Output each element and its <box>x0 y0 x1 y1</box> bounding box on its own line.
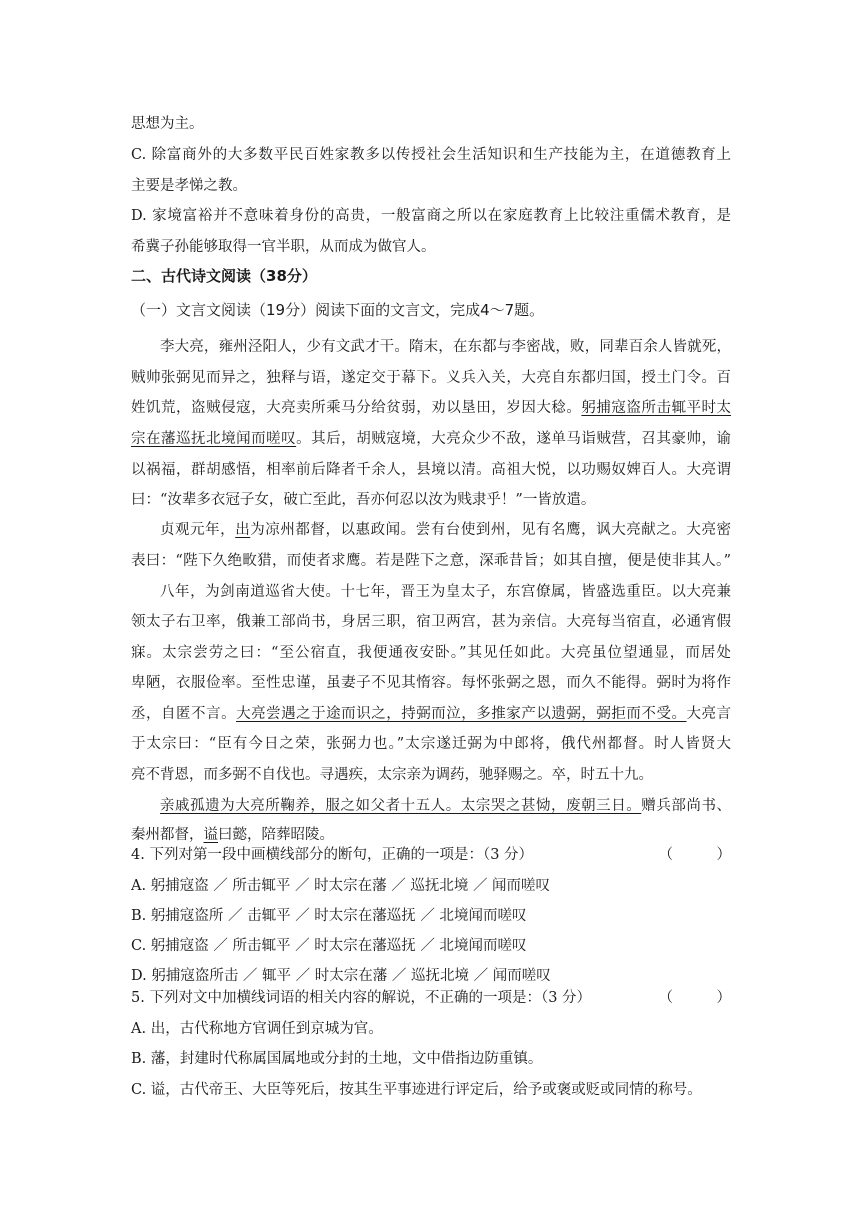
passage-line <box>131 704 731 724</box>
passage-text: 丞，自匿不言。 <box>131 706 237 722</box>
subsection-title: （一）文言文阅读（19分）阅读下面的文言文，完成4～7题。 <box>131 301 545 319</box>
passage-text: 姓饥荒，盗贼侵寇，大亮卖所乘马分给贫弱，劝以垦田，岁因大稔。 <box>131 400 582 416</box>
passage-text: 秦州都督， <box>131 827 204 843</box>
underlined-phrase: 宗在藩巡抚北境闻而嗟叹 <box>131 431 297 447</box>
intro-option-c: C. 除富商外的大多数平民百姓家教多以传授社会生活知识和生产技能为主，在道德教育上 <box>131 147 731 163</box>
underlined-phrase: 亲戚孤遗为大亮所鞠养，服之如父者十五人。太宗哭之甚恸，废朝三日。 <box>160 798 642 814</box>
question-5-stem <box>131 988 731 1008</box>
passage-line <box>160 796 731 816</box>
passage-line: 于太宗曰：“臣有今日之荣，张弼力也。”太宗遂迁弼为中郎将，俄代州都督。时人皆贤大 <box>131 736 731 752</box>
passage-line <box>131 825 731 845</box>
question-5-option-c: C. 谥，古代帝王、大臣等死后，按其生平事迹进行评定后，给予或褒或贬或同情的称号。 <box>131 1082 702 1098</box>
question-4-option-d: D. 躬捕寇盗所击 ／ 辄平 ／ 时太宗在藩 ／ 巡抚北境 ／ 闻而嗟叹 <box>131 968 551 984</box>
intro-line: 思想为主。 <box>131 116 204 132</box>
marked-word: 出 <box>235 522 251 538</box>
question-text: 5. 下列对文中加横线词语的相关内容的解说，不正确的一项是：（3 分） <box>131 990 592 1006</box>
passage-line: 贼帅张弼见而异之，独释与语，遂定交于幕下。义兵入关，大亮自东都归国，授土门令。百 <box>131 370 731 386</box>
passage-line: 寐。太宗尝劳之曰：“至公宿直，我便通夜安卧。”其见任如此。大亮虽位望通显，而居处 <box>131 645 731 661</box>
question-4-option-c: C. 躬捕寇盗 ／ 所击辄平 ／ 时太宗在藩巡抚 ／ 北境闻而嗟叹 <box>131 938 527 954</box>
passage-line: 以祸福，群胡感悟，相率前后降者千余人，县境以清。高祖大悦，以功赐奴婢百人。大亮谓 <box>131 462 731 478</box>
underlined-phrase: 大亮尝遇之于途而识之，持弼而泣，多推家产以遗弼，弼拒而不受。 <box>236 706 687 722</box>
underlined-phrase: 躬捕寇盗所击辄平时太 <box>581 400 732 416</box>
intro-option-d: D. 家境富裕并不意味着身份的高贵，一般富商之所以在家庭教育上比较注重儒术教育，是 <box>131 208 731 224</box>
question-4-option-b: B. 躬捕寇盗所 ／ 击辄平 ／ 时太宗在藩巡抚 ／ 北境闻而嗟叹 <box>131 908 527 924</box>
passage-line: 领太子右卫率，俄兼工部尚书，身居三职，宿卫两宫，甚为亲信。大亮每当宿直，必通宵假 <box>131 614 731 630</box>
passage-text: 赠兵部尚书、 <box>641 798 731 814</box>
passage-text: 为凉州都督，以惠政闻。尝有台使到州，见有名鹰，讽大亮献之。大亮密 <box>250 522 732 538</box>
marked-word: 谥 <box>203 827 218 843</box>
question-5-option-a: A. 出，古代称地方官调任到京城为官。 <box>131 1021 383 1037</box>
passage-line: 表曰：“陛下久绝畋猎，而使者求鹰。若是陛下之意，深乖昔旨；如其自擅，便是使非其人。” <box>131 553 731 569</box>
question-text: 4. 下列对第一段中画横线部分的断句，正确的一项是：（3 分） <box>131 847 534 863</box>
passage-line <box>131 429 731 449</box>
intro-line: 主要是孝悌之教。 <box>131 178 247 194</box>
answer-blank: （ ） <box>658 990 731 1006</box>
passage-line: 八年，为剑南道巡省大使。十七年，晋王为皇太子，东宫僚属，皆盛选重臣。以大亮兼 <box>160 584 731 600</box>
answer-blank: （ ） <box>658 847 731 863</box>
passage-text: 。其后，胡贼寇境，大亮众少不敌，遂单马诣贼营，召其豪帅，谕 <box>296 431 731 447</box>
intro-line: 希冀子孙能够取得一官半职，从而成为做官人。 <box>131 239 436 255</box>
passage-text: 曰懿，陪葬昭陵。 <box>218 827 334 843</box>
question-4-stem <box>131 845 731 865</box>
passage-line: 曰：“汝辈多衣冠子女，破亡至此，吾亦何忍以汝为贱隶乎！”一皆放遣。 <box>131 492 596 508</box>
passage-text: 贞观元年， <box>160 522 236 538</box>
passage-line: 亮不背恩，而多弼不自伐也。寻遇疾，太宗亲为调药，驰驿赐之。卒，时五十九。 <box>131 767 653 783</box>
section-title: 二、古代诗文阅读（38分） <box>131 267 317 285</box>
passage-line <box>160 520 731 540</box>
passage-line: 李大亮，雍州泾阳人，少有文武才干。隋末，在东都与李密战，败，同辈百余人皆就死， <box>160 339 731 355</box>
passage-text: 大亮言 <box>686 706 732 722</box>
question-4-option-a: A. 躬捕寇盗 ／ 所击辄平 ／ 时太宗在藩 ／ 巡抚北境 ／ 闻而嗟叹 <box>131 878 551 894</box>
passage-line <box>131 398 731 418</box>
passage-line: 卑陋，衣服俭率。至性忠谨，虽妻子不见其惰容。每怀张弼之恩，而久不能得。弼时为将作 <box>131 675 731 691</box>
question-5-option-b: B. 藩，封建时代称属国属地或分封的土地，文中借指边防重镇。 <box>131 1051 543 1067</box>
